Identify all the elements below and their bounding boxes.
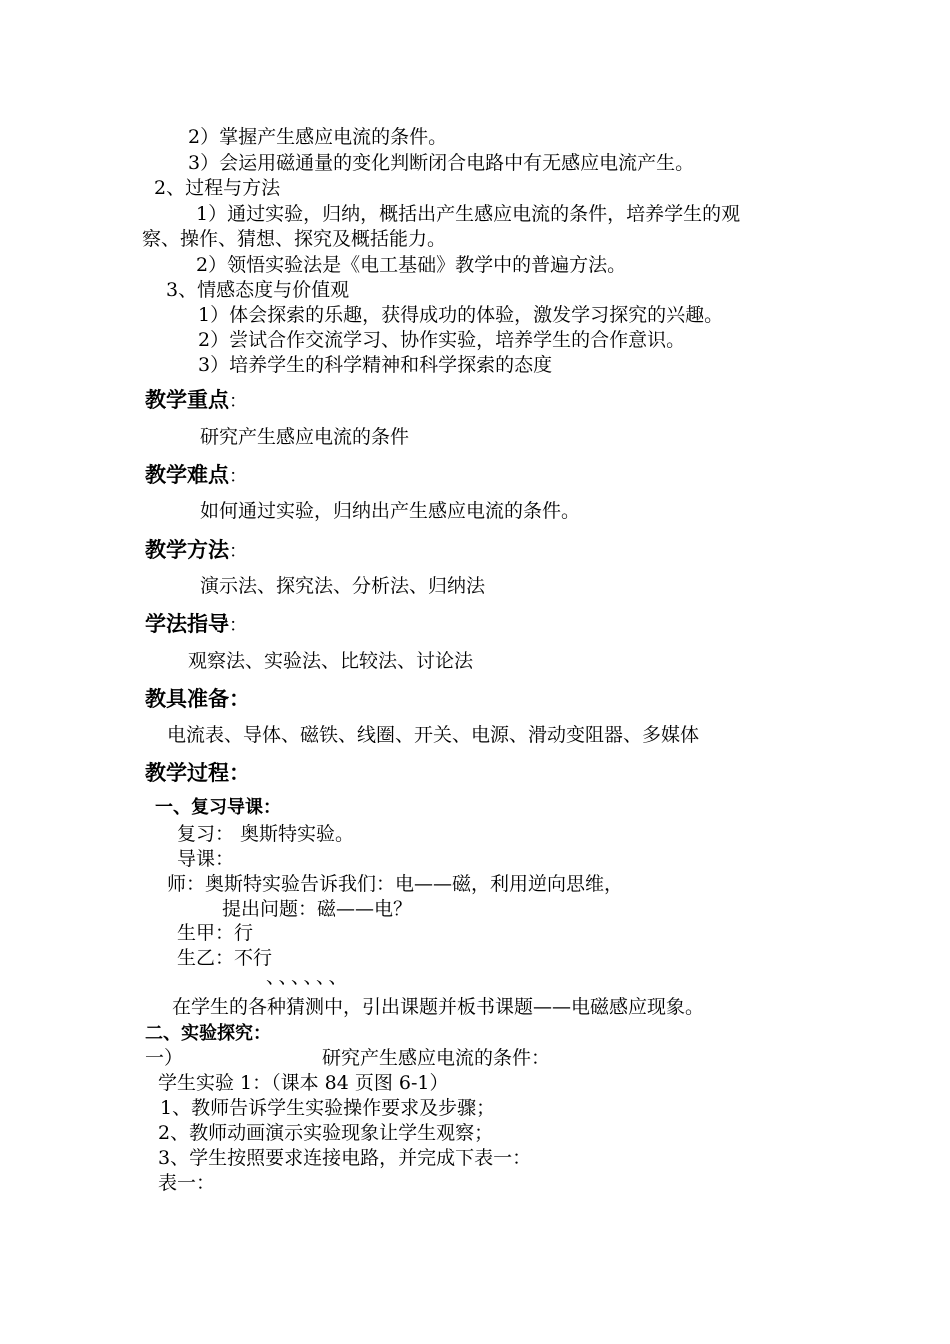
tools-heading: 教具准备： [145, 687, 250, 711]
intro-line: 在学生的各种猜测中，引出课题并板书课题——电磁感应现象。 [172, 996, 705, 1018]
experiment-line: 学生实验 1：（课本 84 页图 6-1） [158, 1072, 449, 1094]
question-line: 提出问题：磁——电？ [222, 898, 413, 920]
objective-line: 察、操作、猜想、探究及概括能力。 [142, 228, 447, 250]
objective-line: 2）尝试合作交流学习、协作实验，培养学生的合作意识。 [198, 329, 686, 351]
experiment-title: 二、实验探究： [145, 1023, 271, 1044]
objective-line: 2）领悟实验法是《电工基础》教学中的普遍方法。 [196, 254, 627, 276]
section-subtitle: 3、情感态度与价值观 [166, 279, 350, 301]
lead-line: 导课： [177, 848, 235, 870]
experiment-sub-number: 一） [145, 1047, 184, 1069]
review-title: 一、复习导课： [155, 797, 281, 818]
objective-line: 1）通过实验，归纳，概括出产生感应电流的条件，培养学生的观 [196, 203, 741, 225]
key-point-heading: 教学重点： [145, 388, 247, 412]
student-a-line: 生甲：行 [177, 922, 254, 944]
teacher-line: 师：奥斯特实验告诉我们：电——磁，利用逆向思维， [167, 873, 624, 895]
guidance-text: 观察法、实验法、比较法、讨论法 [188, 650, 474, 672]
methods-text: 演示法、探究法、分析法、归纳法 [200, 575, 486, 597]
difficulty-text: 如何通过实验，归纳出产生感应电流的条件。 [200, 500, 581, 522]
experiment-step: 1、教师告诉学生实验操作要求及步骤； [160, 1097, 496, 1119]
experiment-step: 3、学生按照要求连接电路，并完成下表一： [158, 1147, 532, 1169]
methods-heading: 教学方法： [145, 538, 247, 562]
objective-line: 3）会运用磁通量的变化判断闭合电路中有无感应电流产生。 [188, 152, 695, 174]
tools-text: 电流表、导体、磁铁、线圈、开关、电源、滑动变阻器、多媒体 [167, 724, 700, 746]
guidance-heading: 学法指导： [145, 612, 247, 636]
process-heading: 教学过程： [145, 761, 250, 785]
objective-line: 1）体会探索的乐趣，获得成功的体验，激发学习探究的兴趣。 [198, 304, 724, 326]
table-label: 表一： [158, 1172, 216, 1194]
experiment-step: 2、教师动画演示实验现象让学生观察； [158, 1122, 494, 1144]
difficulty-heading: 教学难点： [145, 463, 247, 487]
section-subtitle: 2、过程与方法 [154, 177, 281, 199]
student-b-line: 生乙：不行 [177, 947, 273, 969]
objective-line: 2）掌握产生感应电流的条件。 [188, 126, 448, 148]
ellipsis-marks: 、、、、、、 [266, 966, 351, 988]
review-line: 复习： 奥斯特实验。 [177, 823, 355, 845]
experiment-sub-title: 研究产生感应电流的条件： [322, 1047, 551, 1069]
key-point-text: 研究产生感应电流的条件 [200, 426, 410, 448]
objective-line: 3）培养学生的科学精神和科学探索的态度 [198, 354, 553, 376]
